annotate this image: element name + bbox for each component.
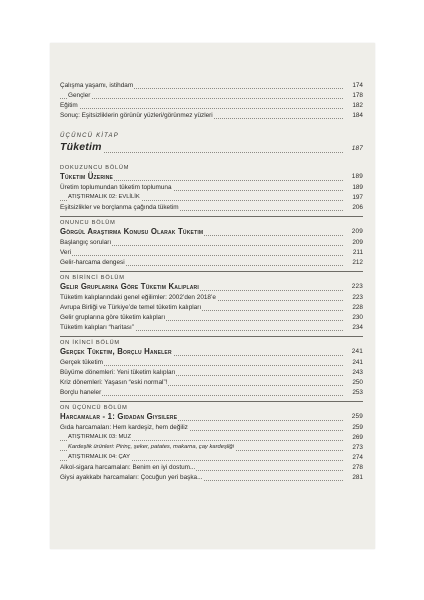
book-label: ÜÇÜNCÜ KİTAP (60, 133, 119, 139)
toc-entry: Gelir-harcama dengesi 212 (60, 259, 363, 266)
book-title: Tüketim 187 (60, 141, 363, 154)
toc-entry: Kardeşlik ürünleri: Pirinç, şeker, patates, makarna, çay kardeşliği 273 (60, 443, 363, 452)
toc-entry: Çalışma yaşamı, istihdam 174 (60, 82, 363, 89)
toc-entry: Başlangıç soruları 209 (60, 239, 363, 246)
section-divider (60, 216, 363, 217)
chapter-label: ON ÜÇÜNCÜ BÖLÜM (60, 405, 128, 411)
section-divider (60, 271, 363, 272)
chapter-label: DOKUZUNCU BÖLÜM (60, 165, 130, 171)
toc-entry: Sonuç: Eşitsizliklerin görünür yüzleri/görünmez yüzleri 184 (60, 112, 363, 119)
chapter-label: ON BİRİNCİ BÖLÜM (60, 275, 125, 281)
toc-entry: Veri 211 (60, 249, 363, 256)
section-divider (60, 336, 363, 337)
toc-entry: Eğitim 182 (60, 102, 363, 109)
toc-entry: Giysi ayakkabı harcamaları: Çocuğun yeri başka... 281 (60, 474, 363, 481)
toc-entry: Borçlu haneler 253 (60, 389, 363, 396)
chapter-title: Gelir Gruplarına Göre Tüketim Kalıpları 223 (60, 282, 363, 291)
chapter-title: Harcamalar - 1: Gıdadan Giysilere 259 (60, 412, 363, 421)
toc-entry: Avrupa Birliği ve Türkiye’de temel tüketim kalıpları 228 (60, 304, 363, 311)
toc-entry: Gerçek tüketim 241 (60, 359, 363, 366)
chapter-title: Görgül Araştırma Konusu Olarak Tüketim 209 (60, 227, 363, 236)
chapter-title: Gerçek Tüketim, Borçlu Haneler 241 (60, 347, 363, 356)
toc-entry: ATIŞTIRMALIK 02: EVLİLİK 197 (60, 193, 363, 202)
chapter-title: Tüketim Üzerine 189 (60, 172, 363, 181)
chapter-label: ONUNCU BÖLÜM (60, 220, 116, 226)
toc-entry: Alkol-sigara harcamaları: Benim en iyi dostum... 278 (60, 464, 363, 471)
toc-entry: Gençler 178 (60, 91, 363, 100)
toc-entry: Kriz dönemleri: Yaşasın “eski normal”! 250 (60, 379, 363, 386)
toc-entry: Gıda harcamaları: Hem kardeşiz, hem değiliz 259 (60, 424, 363, 431)
toc-entry: Üretim toplumundan tüketim toplumuna 189 (60, 184, 363, 191)
toc-entry: Büyüme dönemleri: Yeni tüketim kalıpları 243 (60, 369, 363, 376)
toc-entry: ATIŞTIRMALIK 04: ÇAY 274 (60, 453, 363, 462)
section-divider (60, 401, 363, 402)
toc-entry: Tüketim kalıplarındaki genel eğilimler: 2002’den 2018’e 223 (60, 294, 363, 301)
toc-entry: Gelir gruplarına göre tüketim kalıpları 230 (60, 314, 363, 321)
table-of-contents (50, 43, 375, 549)
toc-entry: ATIŞTIRMALIK 03: MUZ 269 (60, 433, 363, 442)
chapter-label: ON İKİNCİ BÖLÜM (60, 340, 120, 346)
book-page (50, 43, 375, 549)
toc-entry: Tüketim kalıpları “haritası” 234 (60, 324, 363, 331)
toc-entry: Eşitsizlikler ve borçlanma çağında tüketim 206 (60, 204, 363, 211)
